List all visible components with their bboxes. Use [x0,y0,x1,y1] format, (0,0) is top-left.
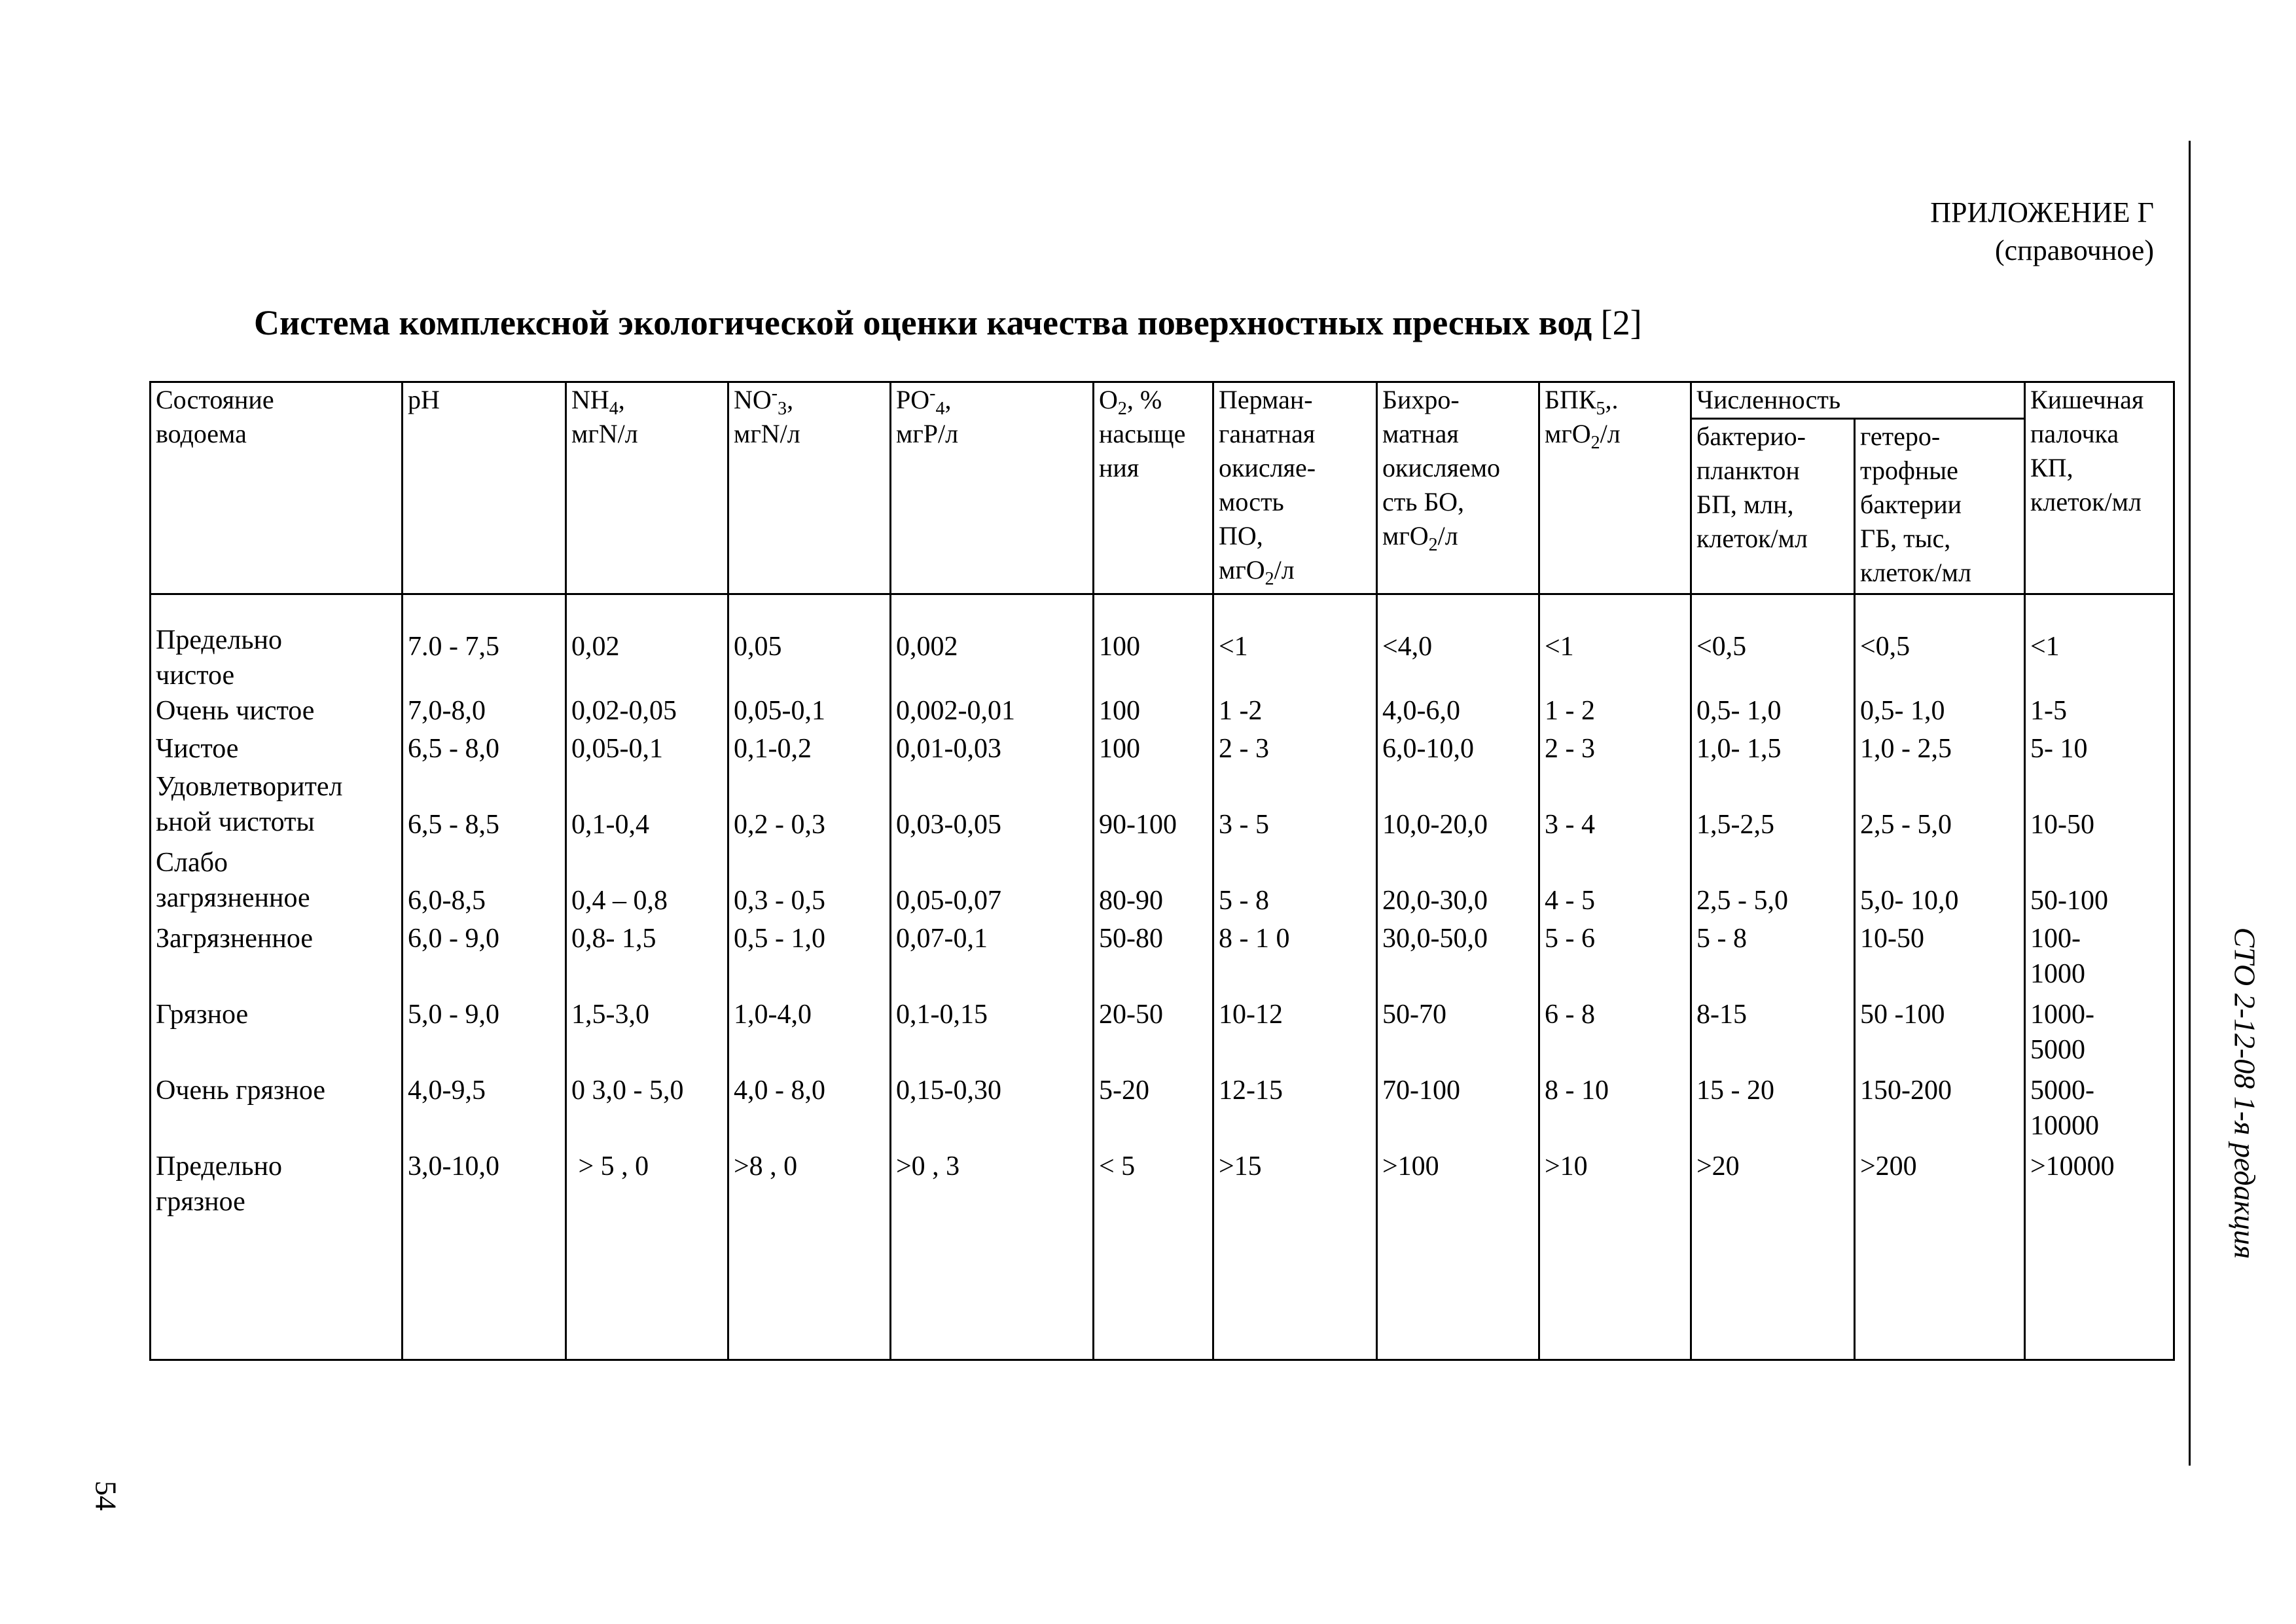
cell-value: 3 - 5 [1219,810,1269,840]
cell-bp [1691,594,1855,694]
state-label: Слабо [156,848,228,878]
header-heterotrophic: гетеро- трофные бактерии ГБ, тыс, клеток/мл [1855,419,2025,594]
cell-po4 [891,1149,1094,1360]
state-label: Предельно [156,625,283,655]
cell-value: 2,5 - 5,0 [1860,810,1952,840]
cell-po [1213,1149,1377,1360]
cell-nh4 [566,845,728,921]
cell-nh4 [566,769,728,845]
cell-value: 0,002-0,01 [896,696,1015,726]
cell-value: 5 - 8 [1219,886,1269,916]
page-title [254,302,1642,343]
cell-value: 100 [1099,734,1140,764]
cell-kp [2025,693,2174,731]
cell-value: 2 - 3 [1545,734,1595,764]
cell-value: 3 - 4 [1545,810,1595,840]
cell-value: 5- 10 [2030,734,2088,764]
cell-value: 0,3 - 0,5 [734,886,825,916]
cell-po [1213,769,1377,845]
cell-value: 50-70 [1382,1000,1446,1030]
cell-bp [1691,731,1855,769]
cell-value: 20-50 [1099,1000,1163,1030]
cell-no3 [728,997,891,1073]
header-permanganate: Перман- ганатная окисляе- мость ПО, мгО$_2$/л [1213,382,1377,594]
header-bpk: $БПК_5$,. мгО$_2$/л [1539,382,1691,594]
cell-bp [1691,769,1855,845]
table-row [151,731,2174,769]
cell-no3 [728,921,891,997]
cell-value: 6,0-10,0 [1382,734,1474,764]
state-label: Загрязненное [156,924,314,954]
cell-value: 6 - 8 [1545,1000,1595,1030]
cell-bpk [1539,997,1691,1073]
cell-ph [403,731,566,769]
cell-value: 5,0- 10,0 [1860,886,1959,916]
cell-gb [1855,921,2025,997]
cell-value: 6,0 - 9,0 [408,924,499,954]
cell-gb [1855,997,2025,1073]
cell-value: 20,0-30,0 [1382,886,1488,916]
cell-kp [2025,1073,2174,1149]
cell-bpk [1539,693,1691,731]
header-count: Численность [1691,382,2025,419]
cell-value: 100- 1000 [2030,924,2085,989]
cell-value: 1 -2 [1219,696,1263,726]
cell-bpk [1539,1073,1691,1149]
state-label: Грязное [156,1000,249,1030]
cell-value: >10 [1545,1151,1588,1182]
cell-po4 [891,997,1094,1073]
cell-value: >0 , 3 [896,1151,960,1182]
cell-no3 [728,594,891,694]
cell-value: 15 - 20 [1696,1075,1774,1106]
header-no3: $NO^-_3$, мгN/л [728,382,891,594]
cell-value: <1 [2030,632,2060,662]
header-bacterioplankton: бактерио- планктон БП, млн, клеток/мл [1691,419,1855,594]
cell-nh4 [566,921,728,997]
cell-value: 5,0 - 9,0 [408,1000,499,1030]
cell-value: 0,03-0,05 [896,810,1001,840]
cell-value: 4 - 5 [1545,886,1595,916]
cell-value: 1-5 [2030,696,2067,726]
cell-value: 1,0 - 2,5 [1860,734,1952,764]
cell-value: 0,1-0,15 [896,1000,988,1030]
state-label: чистое [156,660,235,691]
table-row [151,769,2174,845]
cell-state [151,769,403,845]
cell-po [1213,997,1377,1073]
cell-value: 0,1-0,2 [734,734,812,764]
cell-no3 [728,731,891,769]
cell-value: 4,0 - 8,0 [734,1075,825,1106]
cell-ph [403,769,566,845]
table-row [151,594,2174,694]
cell-no3 [728,1149,891,1360]
cell-no3 [728,1073,891,1149]
cell-po [1213,1073,1377,1149]
state-label: Чистое [156,734,239,764]
cell-value: 1,5-2,5 [1696,810,1774,840]
appendix-label: ПРИЛОЖЕНИЕ Г [1930,196,2154,228]
cell-value: 1,5-3,0 [571,1000,649,1030]
cell-value: 7,0-8,0 [408,696,486,726]
cell-value: 0,01-0,03 [896,734,1001,764]
cell-value: 70-100 [1382,1075,1460,1106]
cell-value: 150-200 [1860,1075,1952,1106]
cell-value: 50-80 [1099,924,1163,954]
cell-gb [1855,594,2025,694]
cell-gb [1855,731,2025,769]
cell-value: 0,02 [571,632,620,662]
cell-value: 0,1-0,4 [571,810,649,840]
cell-po4 [891,921,1094,997]
page-number: 54 [89,1481,123,1511]
cell-nh4 [566,731,728,769]
cell-bp [1691,1149,1855,1360]
cell-value: <0,5 [1860,632,1910,662]
cell-o2 [1094,594,1213,694]
cell-po [1213,921,1377,997]
header-ecoli: Кишечная палочка КП, клеток/мл [2025,382,2174,594]
cell-ph [403,1073,566,1149]
state-label: ьной чистоты [156,807,315,837]
cell-value: <4,0 [1382,632,1433,662]
cell-value: 0,5 - 1,0 [734,924,825,954]
cell-o2 [1094,1073,1213,1149]
table-row [151,997,2174,1073]
cell-bo [1377,693,1539,731]
cell-value: 0,05-0,1 [571,734,663,764]
table-row [151,1073,2174,1149]
cell-value: 5000- 10000 [2030,1075,2099,1141]
header-ph: pH [403,382,566,594]
table-row [151,921,2174,997]
cell-value: <1 [1219,632,1248,662]
cell-o2 [1094,921,1213,997]
header-state: Состояние водоема [151,382,403,594]
side-rule [2189,141,2191,1466]
cell-state [151,1149,403,1360]
cell-value: >15 [1219,1151,1262,1182]
cell-state [151,594,403,694]
cell-value: 12-15 [1219,1075,1283,1106]
cell-value: <0,5 [1696,632,1747,662]
table-row [151,845,2174,921]
cell-value: >100 [1382,1151,1439,1182]
cell-po4 [891,693,1094,731]
cell-gb [1855,845,2025,921]
cell-value: 10-50 [1860,924,1924,954]
cell-value: 0,07-0,1 [896,924,988,954]
cell-kp [2025,769,2174,845]
cell-bo [1377,921,1539,997]
cell-po4 [891,769,1094,845]
cell-nh4 [566,1149,728,1360]
cell-value: 1 - 2 [1545,696,1595,726]
cell-value: 0,8- 1,5 [571,924,656,954]
cell-o2 [1094,731,1213,769]
header-nh4: $NH_4$, мгN/л [566,382,728,594]
cell-o2 [1094,769,1213,845]
cell-po [1213,845,1377,921]
cell-value: 0,5- 1,0 [1696,696,1782,726]
cell-kp [2025,594,2174,694]
cell-value: 0,2 - 0,3 [734,810,825,840]
cell-value: 0 3,0 - 5,0 [571,1075,684,1106]
header-po4: $PO^-_4$, мгP/л [891,382,1094,594]
state-label: Предельно [156,1151,283,1182]
cell-value: 10-50 [2030,810,2094,840]
cell-value: 4,0-9,5 [408,1075,486,1106]
document-code: СТО 2-12-08 1-я редакция [2228,927,2262,1259]
cell-value: >8 , 0 [734,1151,798,1182]
cell-value: 0,05-0,1 [734,696,825,726]
cell-bpk [1539,769,1691,845]
cell-kp [2025,845,2174,921]
cell-value: 0,05-0,07 [896,886,1001,916]
cell-bp [1691,693,1855,731]
state-label: Удовлетворител [156,772,343,802]
appendix-note: (справочное) [1995,234,2154,266]
cell-po [1213,693,1377,731]
cell-bpk [1539,845,1691,921]
cell-bpk [1539,1149,1691,1360]
cell-po [1213,731,1377,769]
cell-state [151,921,403,997]
cell-value: 6,0-8,5 [408,886,486,916]
cell-value: 0,002 [896,632,958,662]
cell-value: 8-15 [1696,1000,1747,1030]
cell-po4 [891,731,1094,769]
title-text: Система комплексной экологической оценки качества поверхностных пресных вод [254,303,1592,342]
title-reference: [2] [1600,303,1642,342]
table-row [151,1149,2174,1360]
cell-kp [2025,997,2174,1073]
cell-nh4 [566,693,728,731]
cell-value: > 5 , 0 [571,1151,649,1182]
cell-state [151,845,403,921]
cell-kp [2025,1149,2174,1360]
cell-ph [403,921,566,997]
cell-value: 5 - 6 [1545,924,1595,954]
cell-value: < 5 [1099,1151,1136,1182]
cell-value: 1000- 5000 [2030,1000,2094,1065]
header-bichromate: Бихро- матная окисляемо сть БО, мгО$_2$/л [1377,382,1539,594]
cell-po4 [891,845,1094,921]
cell-value: 2,5 - 5,0 [1696,886,1788,916]
cell-value: 5-20 [1099,1075,1149,1106]
cell-bp [1691,1073,1855,1149]
cell-bo [1377,1149,1539,1360]
cell-value: 1,0-4,0 [734,1000,812,1030]
cell-value: 0,4 – 0,8 [571,886,668,916]
cell-value: 6,5 - 8,5 [408,810,499,840]
cell-value: >10000 [2030,1151,2115,1182]
cell-ph [403,1149,566,1360]
appendix-heading [1930,194,2154,270]
cell-bo [1377,845,1539,921]
cell-value: 50 -100 [1860,1000,1945,1030]
cell-value: 100 [1099,696,1140,726]
water-quality-table [149,381,2175,1361]
cell-gb [1855,693,2025,731]
cell-nh4 [566,1073,728,1149]
cell-value: 100 [1099,632,1140,662]
cell-po4 [891,594,1094,694]
cell-nh4 [566,594,728,694]
cell-value: 1,0- 1,5 [1696,734,1782,764]
cell-bo [1377,997,1539,1073]
cell-no3 [728,845,891,921]
cell-bpk [1539,594,1691,694]
cell-value: 8 - 10 [1545,1075,1609,1106]
cell-value: 0,15-0,30 [896,1075,1001,1106]
cell-value: 8 - 1 0 [1219,924,1290,954]
cell-value: 0,02-0,05 [571,696,677,726]
table-row [151,693,2174,731]
cell-value: 50-100 [2030,886,2108,916]
cell-kp [2025,921,2174,997]
cell-value: 4,0-6,0 [1382,696,1460,726]
cell-o2 [1094,997,1213,1073]
cell-ph [403,693,566,731]
cell-bp [1691,997,1855,1073]
cell-value: 0,05 [734,632,782,662]
state-label: Очень чистое [156,696,315,726]
cell-o2 [1094,693,1213,731]
cell-bp [1691,845,1855,921]
cell-no3 [728,769,891,845]
cell-bo [1377,594,1539,694]
cell-o2 [1094,845,1213,921]
cell-value: 5 - 8 [1696,924,1747,954]
cell-state [151,997,403,1073]
state-label: загрязненное [156,883,310,913]
cell-bo [1377,769,1539,845]
cell-po4 [891,1073,1094,1149]
cell-value: 3,0-10,0 [408,1151,499,1182]
cell-state [151,693,403,731]
cell-value: 90-100 [1099,810,1177,840]
cell-value: 10,0-20,0 [1382,810,1488,840]
cell-value: 30,0-50,0 [1382,924,1488,954]
cell-bo [1377,1073,1539,1149]
header-o2: $O_2$, % насыще ния [1094,382,1213,594]
cell-ph [403,845,566,921]
cell-ph [403,997,566,1073]
cell-no3 [728,693,891,731]
cell-bo [1377,731,1539,769]
state-label: Очень грязное [156,1075,325,1106]
cell-value: 7.0 - 7,5 [408,632,499,662]
cell-po [1213,594,1377,694]
cell-gb [1855,769,2025,845]
cell-gb [1855,1073,2025,1149]
cell-kp [2025,731,2174,769]
cell-bp [1691,921,1855,997]
cell-value: <1 [1545,632,1574,662]
cell-value: >20 [1696,1151,1740,1182]
cell-value: 80-90 [1099,886,1163,916]
cell-value: 2 - 3 [1219,734,1269,764]
cell-value: 0,5- 1,0 [1860,696,1945,726]
cell-value: 10-12 [1219,1000,1283,1030]
cell-value: >200 [1860,1151,1917,1182]
cell-o2 [1094,1149,1213,1360]
cell-bpk [1539,921,1691,997]
cell-value: 6,5 - 8,0 [408,734,499,764]
state-label: грязное [156,1187,245,1217]
cell-state [151,1073,403,1149]
table-body [151,594,2174,1360]
cell-bpk [1539,731,1691,769]
cell-nh4 [566,997,728,1073]
cell-gb [1855,1149,2025,1360]
cell-state [151,731,403,769]
cell-ph [403,594,566,694]
